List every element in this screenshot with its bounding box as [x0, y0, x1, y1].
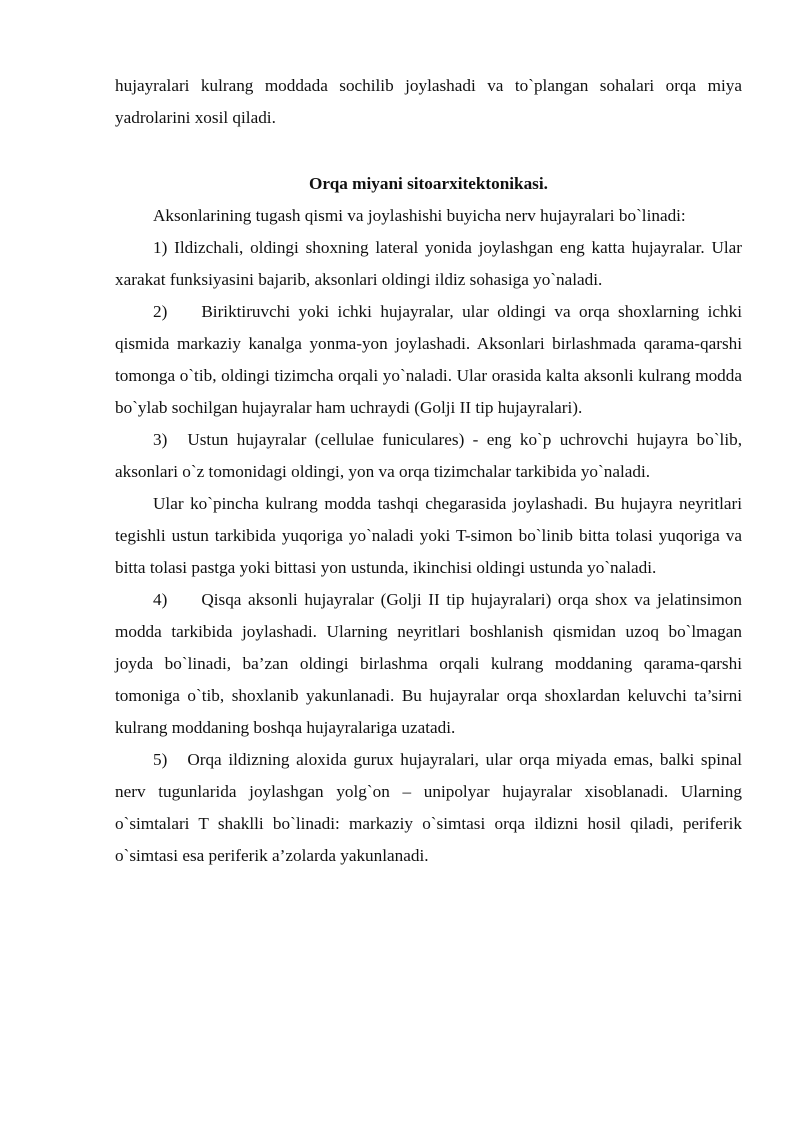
list-item-text: Ustun hujayralar (cellulae funiculares) - eng ko`p uchrovchi hujayra bo`lib, aksonlari o`z tomonidagi oldingi, yon va orqa tizimchalar tarkibida yo`naladi. [115, 430, 742, 481]
blank-line [115, 134, 742, 168]
list-item-5 [115, 744, 742, 872]
list-item-text: Orqa ildizning aloxida gurux hujayralari, ular orqa miyada emas, balki spinal nerv tugunlarida joylashgan yolg`on – unipolyar hujayralar xisoblanadi. Ularning o`simtalari T shaklli bo`linadi: markaziy o`simtasi orqa ildizni hosil qiladi, periferik o`simtasi esa periferik a’zolarda yakunlanadi. [115, 750, 742, 865]
list-item-2 [115, 296, 742, 424]
list-item-text: Qisqa aksonli hujayralar (Golji II tip hujayralari) orqa shox va jelatinsimon modda tarkibida joylashadi. Ularning neyritlari boshlanish qismidan uzoq bo`lmagan joyda bo`linadi, ba’zan oldingi birlashma orqali kulrang moddaning qarama-qarshi tomoniga o`tib, shoxlanib yakunlanadi. Bu hujayralar orqa shoxlardan keluvchi ta’sirni kulrang moddaning boshqa hujayralariga uzatadi. [115, 590, 742, 737]
list-item-4 [115, 584, 742, 744]
list-item-number: 3) [153, 430, 168, 449]
list-item-number: 1) [153, 238, 168, 257]
list-item-3 [115, 424, 742, 488]
list-item-text: Biriktiruvchi yoki ichki hujayralar, ular oldingi va orqa shoxlarning ichki qismida markaziy kanalga yonma-yon joylashadi. Aksonlari birlashmada qarama-qarshi tomonga o`tib, oldingi tizimcha orqali yo`naladi. Ular orasida kalta aksonli kulrang modda bo`ylab sochilgan hujayralar ham uchraydi (Golji II tip hujayralari). [115, 302, 742, 417]
document-body [115, 70, 742, 872]
continuation-paragraph: Ular ko`pincha kulrang modda tashqi chegarasida joylashadi. Bu hujayra neyritlari tegishli ustun tarkibida yuqoriga yo`naladi yoki T-simon bo`linib bitta tolasi yuqoriga va bitta tolasi pastga yoki bittasi yon ustunda, ikinchisi oldingi ustunda yo`naladi. [115, 494, 742, 577]
section-heading: Orqa miyani sitoarxitektonikasi. [309, 174, 548, 193]
intro-paragraph: hujayralari kulrang moddada sochilib joylashadi va to`plangan sohalari orqa miya yadrolarini xosil qiladi. [115, 76, 742, 127]
list-item-number: 5) [153, 750, 168, 769]
lead-paragraph: Aksonlarining tugash qismi va joylashishi buyicha nerv hujayralari bo`linadi: [153, 206, 686, 225]
list-item-1 [115, 232, 742, 296]
list-item-number: 2) [153, 302, 168, 321]
list-item-text: Ildizchali, oldingi shoxning lateral yonida joylashgan eng katta hujayralar. Ular xarakat funksiyasini bajarib, aksonlari oldingi ildiz sohasiga yo`naladi. [115, 238, 742, 289]
list-item-number: 4) [153, 590, 168, 609]
